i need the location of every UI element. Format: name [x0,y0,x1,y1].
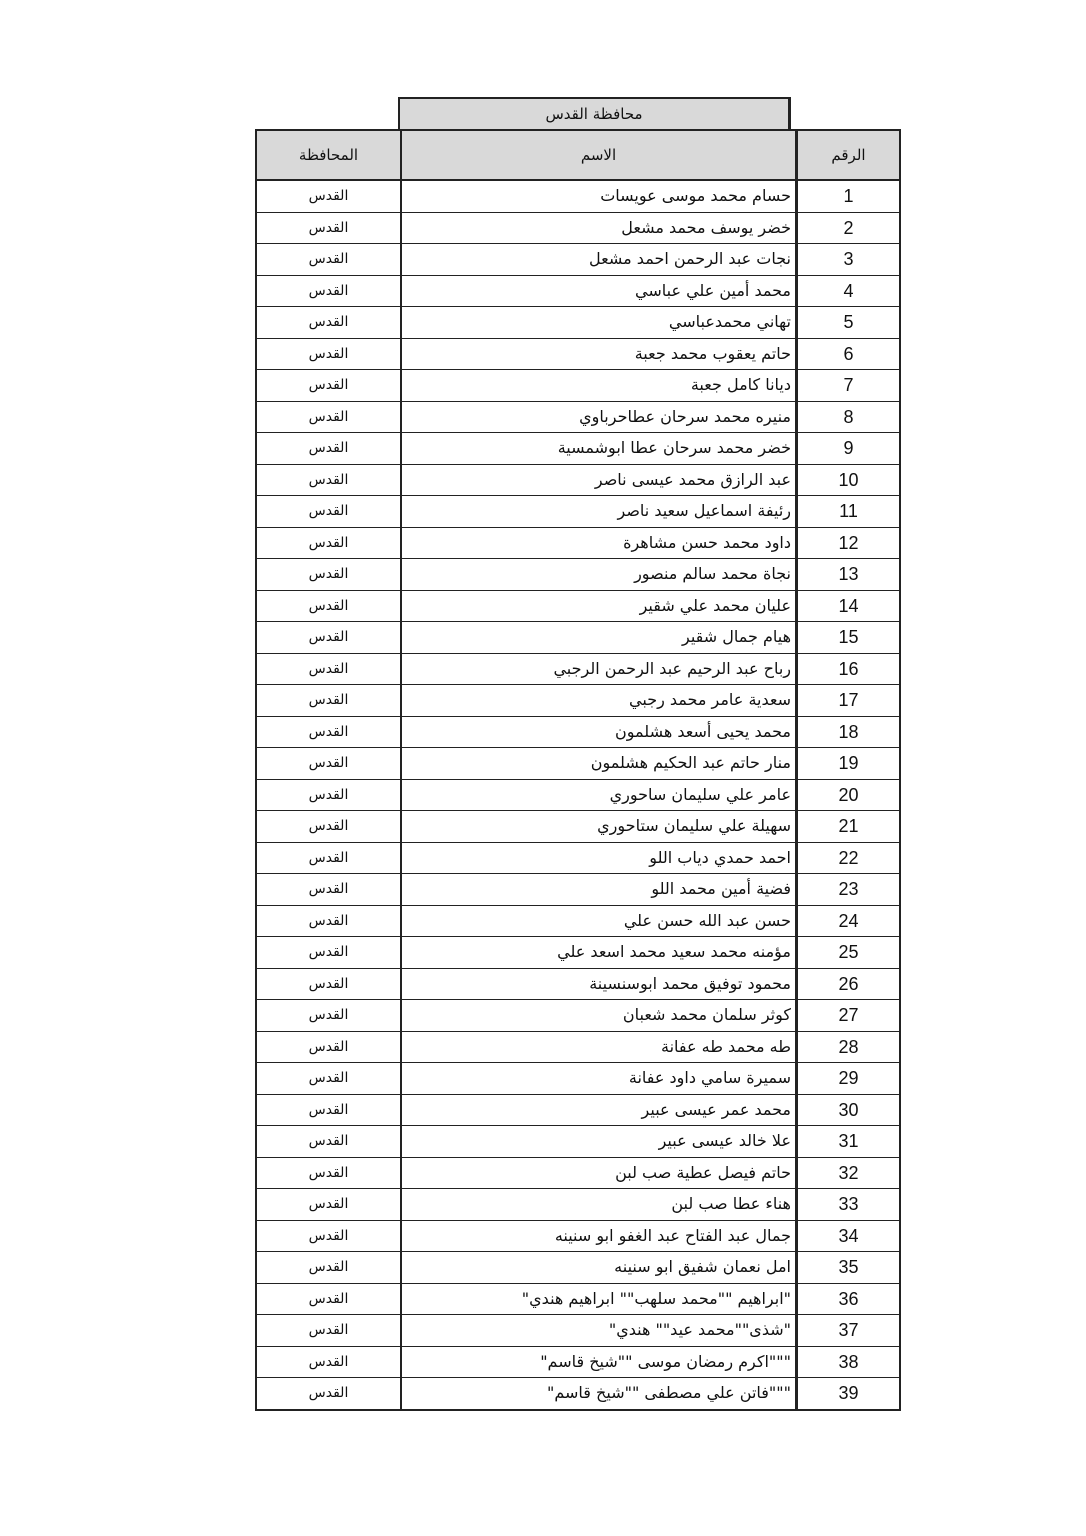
table-row [256,779,900,811]
cell-governorate: القدس [256,1315,401,1347]
cell-governorate: القدس [256,1063,401,1095]
table-row [256,905,900,937]
cell-number: 22 [797,842,901,874]
cell-governorate: القدس [256,1378,401,1410]
cell-governorate: القدس [256,874,401,906]
cell-governorate: القدس [256,401,401,433]
cell-governorate: القدس [256,1031,401,1063]
cell-name: كوثر سلمان محمد شعبان [401,1000,797,1032]
cell-name: هناء عطا صب لبن [401,1189,797,1221]
cell-name: حاتم فيصل عطية صب لبن [401,1157,797,1189]
table-row [256,811,900,843]
cell-governorate: القدس [256,244,401,276]
cell-governorate: القدس [256,559,401,591]
table-row [256,275,900,307]
cell-number: 33 [797,1189,901,1221]
cell-name: """فاتن علي مصطفى ""شيخ قاسم" [401,1378,797,1410]
cell-number: 12 [797,527,901,559]
cell-governorate: القدس [256,1000,401,1032]
cell-governorate: القدس [256,370,401,402]
table-row [256,401,900,433]
cell-governorate: القدس [256,496,401,528]
cell-number: 3 [797,244,901,276]
cell-name: جمال عبد الفتاح عبد الغفو ابو سنينه [401,1220,797,1252]
cell-name: عبد الرازق محمد عيسى ناصر [401,464,797,496]
cell-governorate: القدس [256,307,401,339]
cell-governorate: القدس [256,1220,401,1252]
cell-governorate: القدس [256,968,401,1000]
cell-number: 9 [797,433,901,465]
cell-governorate: القدس [256,1346,401,1378]
cell-governorate: القدس [256,590,401,622]
table-row [256,937,900,969]
table-row [256,590,900,622]
cell-governorate: القدس [256,905,401,937]
cell-name: طه محمد طه عفانة [401,1031,797,1063]
table-row [256,244,900,276]
table-row [256,370,900,402]
cell-number: 21 [797,811,901,843]
cell-name: خضر محمد سرحان عطا ابوشمسية [401,433,797,465]
cell-number: 37 [797,1315,901,1347]
table-row [256,1094,900,1126]
region-title-row [255,97,892,129]
table-row [256,716,900,748]
cell-number: 8 [797,401,901,433]
cell-name: نجاة محمد سالم منصور [401,559,797,591]
table-body [256,180,900,1410]
cell-number: 11 [797,496,901,528]
cell-number: 30 [797,1094,901,1126]
cell-number: 34 [797,1220,901,1252]
cell-governorate: القدس [256,716,401,748]
header-number: الرقم [797,130,901,180]
cell-name: حسام محمد موسى عويسات [401,180,797,212]
cell-name: داود محمد حسن مشاهرة [401,527,797,559]
cell-name: حسن عبد الله حسن علي [401,905,797,937]
cell-name: رئيفة اسماعيل سعيد ناصر [401,496,797,528]
cell-number: 38 [797,1346,901,1378]
table-row [256,1220,900,1252]
cell-number: 32 [797,1157,901,1189]
cell-number: 25 [797,937,901,969]
cell-governorate: القدس [256,653,401,685]
cell-governorate: القدس [256,464,401,496]
cell-name: رباح عبد الرحيم عبد الرحمن الرجبي [401,653,797,685]
cell-governorate: القدس [256,1157,401,1189]
cell-name: عليان محمد علي شقير [401,590,797,622]
table-row [256,622,900,654]
cell-name: "ابراهيم ""محمد سلهب"" ابراهيم هندي" [401,1283,797,1315]
cell-number: 4 [797,275,901,307]
cell-name: حاتم يعقوب محمد جعبة [401,338,797,370]
table-row [256,1283,900,1315]
table-row [256,496,900,528]
cell-name: محمد أمين علي عباسي [401,275,797,307]
table-row [256,685,900,717]
cell-name: امل نعمان شفيق ابو سنينه [401,1252,797,1284]
cell-governorate: القدس [256,1126,401,1158]
cell-governorate: القدس [256,180,401,212]
cell-governorate: القدس [256,779,401,811]
cell-name: احمد حمدي دياب اللو [401,842,797,874]
table-row [256,212,900,244]
cell-number: 14 [797,590,901,622]
cell-name: سعدية عامر محمد رجبي [401,685,797,717]
table-row [256,338,900,370]
table-row [256,1063,900,1095]
cell-governorate: القدس [256,842,401,874]
cell-governorate: القدس [256,1252,401,1284]
cell-name: محمد عمر عيسى عبير [401,1094,797,1126]
cell-name: """اكرم رمضان موسى ""شيخ قاسم" [401,1346,797,1378]
cell-name: سميرة سامي داود عفانة [401,1063,797,1095]
cell-name: "شذى""محمد عيد"" هندي" [401,1315,797,1347]
cell-number: 36 [797,1283,901,1315]
cell-number: 10 [797,464,901,496]
table-row [256,180,900,212]
table-row [256,1378,900,1410]
cell-name: محمود توفيق محمد ابوسنسينة [401,968,797,1000]
cell-name: منار حاتم عبد الحكيم هشلمون [401,748,797,780]
table-row [256,968,900,1000]
cell-number: 29 [797,1063,901,1095]
cell-governorate: القدس [256,338,401,370]
cell-number: 18 [797,716,901,748]
cell-governorate: القدس [256,748,401,780]
cell-number: 1 [797,180,901,212]
cell-number: 17 [797,685,901,717]
table-row [256,1157,900,1189]
cell-name: منيره محمد سرحان عطاحرباوي [401,401,797,433]
table-row [256,874,900,906]
table-row [256,1346,900,1378]
cell-governorate: القدس [256,275,401,307]
cell-name: محمد يحيى أسعد هشلمون [401,716,797,748]
cell-governorate: القدس [256,1283,401,1315]
cell-name: خضر يوسف محمد مشعل [401,212,797,244]
cell-governorate: القدس [256,433,401,465]
cell-name: عامر علي سليمان ساحوري [401,779,797,811]
cell-number: 20 [797,779,901,811]
table-row [256,1252,900,1284]
cell-number: 7 [797,370,901,402]
cell-governorate: القدس [256,937,401,969]
cell-number: 26 [797,968,901,1000]
cell-governorate: القدس [256,685,401,717]
cell-name: سهيلة علي سليمان ستاحوري [401,811,797,843]
cell-number: 6 [797,338,901,370]
cell-number: 19 [797,748,901,780]
cell-governorate: القدس [256,212,401,244]
names-table [255,129,901,1411]
cell-number: 35 [797,1252,901,1284]
table-row [256,559,900,591]
cell-governorate: القدس [256,622,401,654]
cell-name: فضية أمين محمد اللو [401,874,797,906]
cell-number: 13 [797,559,901,591]
table-row [256,1126,900,1158]
cell-number: 27 [797,1000,901,1032]
cell-governorate: القدس [256,527,401,559]
cell-name: مؤمنه محمد سعيد محمد اسعد علي [401,937,797,969]
cell-governorate: القدس [256,811,401,843]
table-row [256,307,900,339]
table-row [256,1315,900,1347]
cell-name: هيام جمال شقير [401,622,797,654]
cell-number: 31 [797,1126,901,1158]
table-row [256,1189,900,1221]
table-row [256,653,900,685]
header-governorate: المحافظة [256,130,401,180]
cell-governorate: القدس [256,1094,401,1126]
cell-number: 23 [797,874,901,906]
cell-name: علا خالد عيسى عبير [401,1126,797,1158]
header-row [256,130,900,180]
spreadsheet-sheet [255,97,892,1411]
region-title-cell: محافظة القدس [398,97,791,129]
cell-name: نجات عبد الرحمن احمد مشعل [401,244,797,276]
table-row [256,527,900,559]
cell-number: 5 [797,307,901,339]
cell-number: 15 [797,622,901,654]
cell-number: 24 [797,905,901,937]
table-row [256,433,900,465]
cell-number: 2 [797,212,901,244]
cell-number: 28 [797,1031,901,1063]
table-row [256,464,900,496]
cell-name: ديانا كامل جعبة [401,370,797,402]
cell-number: 39 [797,1378,901,1410]
cell-number: 16 [797,653,901,685]
table-row [256,1000,900,1032]
header-name: الاسم [401,130,797,180]
table-row [256,1031,900,1063]
table-row [256,748,900,780]
table-row [256,842,900,874]
cell-governorate: القدس [256,1189,401,1221]
cell-name: تهاني محمدعباسي [401,307,797,339]
